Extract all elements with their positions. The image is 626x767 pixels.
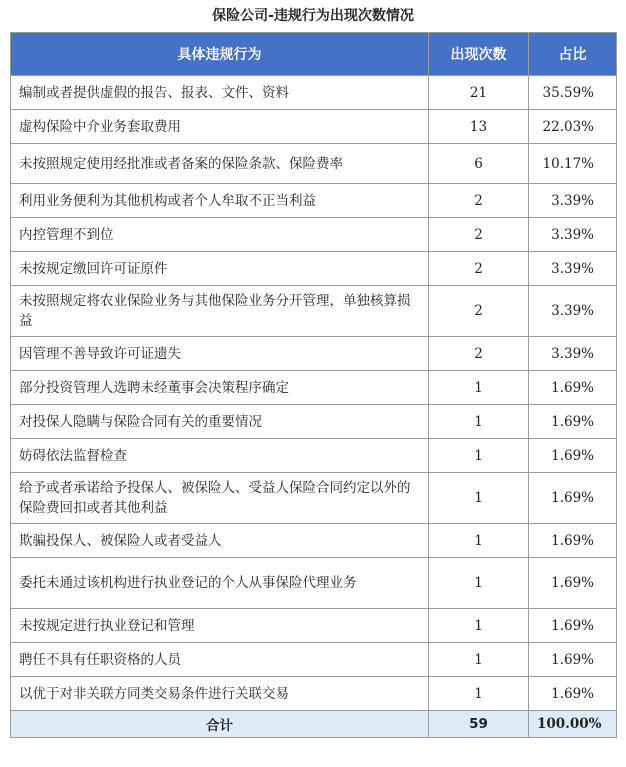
table-row <box>11 252 617 286</box>
total-label: 合计 <box>11 711 429 738</box>
table-row <box>11 184 617 218</box>
row-ratio: 22.03% <box>529 110 617 144</box>
row-item: 虚构保险中介业务套取费用 <box>11 110 429 144</box>
row-item: 未按规定缴回许可证原件 <box>11 252 429 286</box>
row-ratio: 3.39% <box>529 252 617 286</box>
table-row <box>11 439 617 473</box>
row-count: 21 <box>429 76 529 110</box>
row-count: 2 <box>429 252 529 286</box>
row-ratio: 1.69% <box>529 371 617 405</box>
row-count: 1 <box>429 524 529 558</box>
row-ratio: 1.69% <box>529 473 617 524</box>
row-item: 部分投资管理人选聘未经董事会决策程序确定 <box>11 371 429 405</box>
row-item: 因管理不善导致许可证遗失 <box>11 337 429 371</box>
table-row <box>11 558 617 609</box>
row-count: 1 <box>429 677 529 711</box>
row-ratio: 1.69% <box>529 524 617 558</box>
table-row <box>11 524 617 558</box>
row-ratio: 3.39% <box>529 337 617 371</box>
row-ratio: 1.69% <box>529 609 617 643</box>
table-row <box>11 677 617 711</box>
total-row <box>11 711 617 738</box>
row-item: 内控管理不到位 <box>11 218 429 252</box>
table-row <box>11 473 617 524</box>
row-count: 1 <box>429 558 529 609</box>
row-item: 未按规定进行执业登记和管理 <box>11 609 429 643</box>
row-count: 1 <box>429 405 529 439</box>
table-row <box>11 405 617 439</box>
row-ratio: 3.39% <box>529 184 617 218</box>
row-count: 2 <box>429 184 529 218</box>
row-ratio: 10.17% <box>529 144 617 184</box>
row-count: 6 <box>429 144 529 184</box>
row-item: 未按照规定使用经批准或者备案的保险条款、保险费率 <box>11 144 429 184</box>
row-count: 1 <box>429 371 529 405</box>
table-body <box>11 76 617 738</box>
table-header-row <box>11 33 617 76</box>
row-ratio: 35.59% <box>529 76 617 110</box>
row-item: 聘任不具有任职资格的人员 <box>11 643 429 677</box>
table-row <box>11 110 617 144</box>
violations-table <box>10 32 617 738</box>
table-row <box>11 609 617 643</box>
table-row <box>11 76 617 110</box>
row-count: 2 <box>429 218 529 252</box>
header-ratio: 占比 <box>529 33 617 76</box>
table-row <box>11 337 617 371</box>
total-ratio: 100.00% <box>529 711 617 738</box>
row-item: 未按照规定将农业保险业务与其他保险业务分开管理，单独核算损益 <box>11 286 429 337</box>
row-ratio: 3.39% <box>529 286 617 337</box>
total-count: 59 <box>429 711 529 738</box>
table-row <box>11 286 617 337</box>
table-row <box>11 371 617 405</box>
row-ratio: 1.69% <box>529 677 617 711</box>
table-title: 保险公司-违规行为出现次数情况 <box>212 8 414 24</box>
header-count: 出现次数 <box>429 33 529 76</box>
row-item: 以优于对非关联方同类交易条件进行关联交易 <box>11 677 429 711</box>
row-item: 利用业务便利为其他机构或者个人牟取不正当利益 <box>11 184 429 218</box>
row-item: 对投保人隐瞒与保险合同有关的重要情况 <box>11 405 429 439</box>
row-ratio: 1.69% <box>529 405 617 439</box>
row-item: 妨碍依法监督检查 <box>11 439 429 473</box>
row-count: 1 <box>429 609 529 643</box>
row-item: 给予或者承诺给予投保人、被保险人、受益人保险合同约定以外的保险费回扣或者其他利益 <box>11 473 429 524</box>
row-ratio: 3.39% <box>529 218 617 252</box>
row-count: 2 <box>429 286 529 337</box>
row-ratio: 1.69% <box>529 558 617 609</box>
row-count: 1 <box>429 643 529 677</box>
row-item: 委托未通过该机构进行执业登记的个人从事保险代理业务 <box>11 558 429 609</box>
row-ratio: 1.69% <box>529 643 617 677</box>
row-count: 2 <box>429 337 529 371</box>
row-count: 13 <box>429 110 529 144</box>
row-count: 1 <box>429 439 529 473</box>
table-row <box>11 144 617 184</box>
row-item: 欺骗投保人、被保险人或者受益人 <box>11 524 429 558</box>
table-row <box>11 218 617 252</box>
row-count: 1 <box>429 473 529 524</box>
table-row <box>11 643 617 677</box>
row-item: 编制或者提供虚假的报告、报表、文件、资料 <box>11 76 429 110</box>
header-item: 具体违规行为 <box>11 33 429 76</box>
row-ratio: 1.69% <box>529 439 617 473</box>
